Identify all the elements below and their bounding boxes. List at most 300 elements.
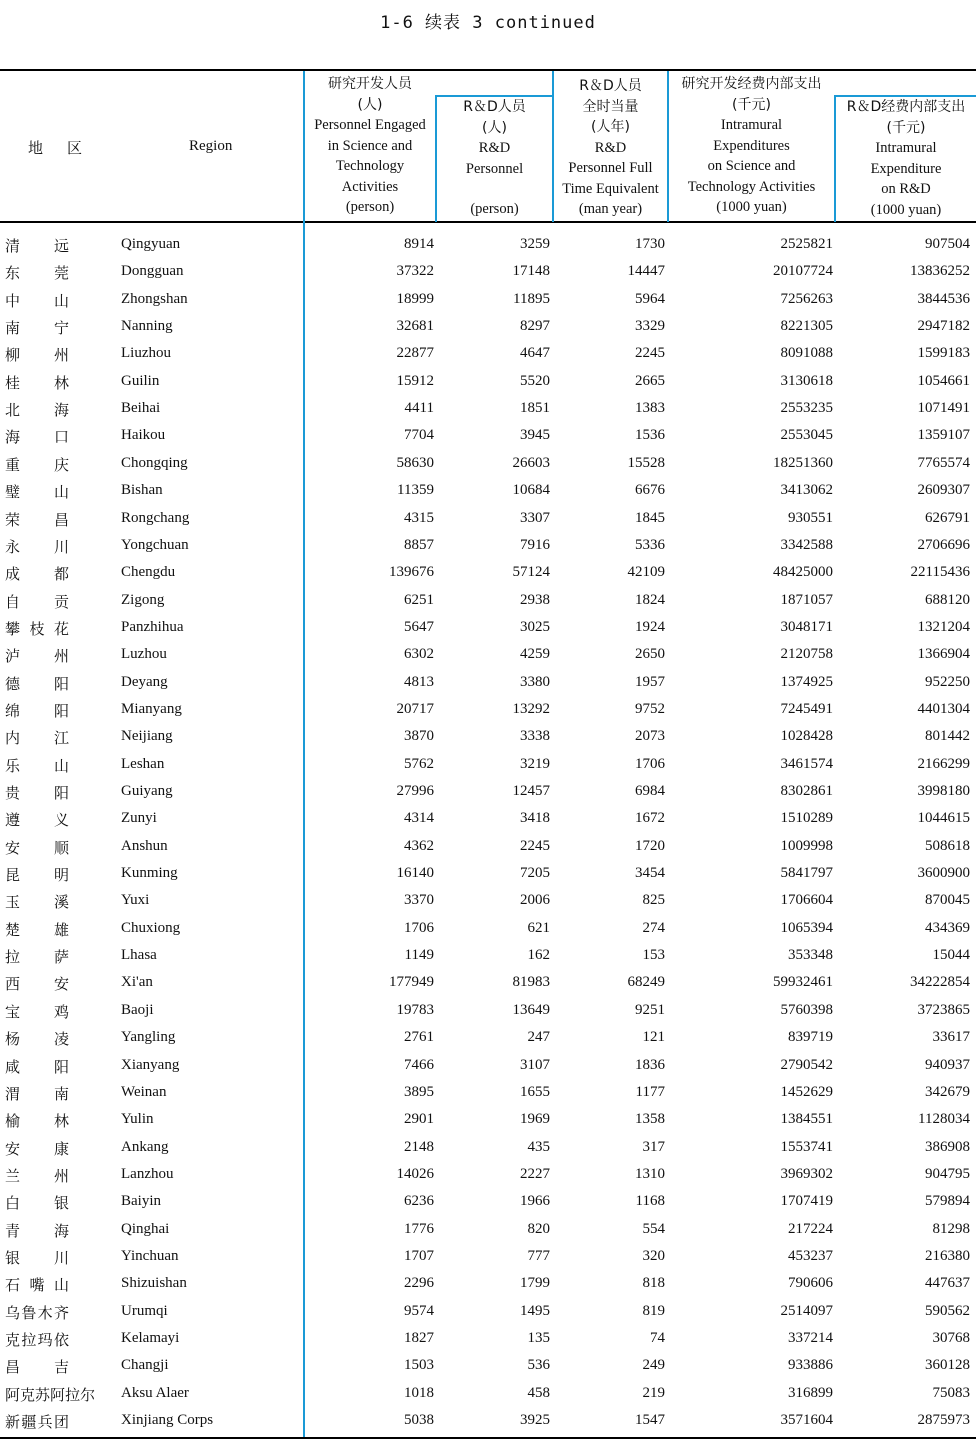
st-expenditure-value: 1374925 (780, 673, 833, 690)
rd-fte-value: 2650 (635, 646, 665, 663)
region-en: Leshan (121, 755, 165, 772)
region-en: Qinghai (121, 1220, 170, 1237)
region-en: Xianyang (121, 1056, 180, 1073)
personnel-st-value: 1706 (404, 919, 434, 936)
rd-fte-value: 1706 (635, 755, 665, 772)
rd-expenditure-value: 13836252 (910, 263, 970, 280)
st-expenditure-value: 790606 (788, 1275, 833, 1292)
region-cn: 杨 凌 (5, 1030, 69, 1049)
rd-expenditure-value: 940937 (925, 1056, 970, 1073)
table-row (0, 1217, 976, 1244)
rd-personnel-value: 1799 (520, 1275, 550, 1292)
region-en: Yangling (121, 1029, 176, 1046)
personnel-st-value: 32681 (396, 318, 434, 335)
region-cn: 新 疆 兵 团 (5, 1413, 69, 1432)
rd-fte-value: 2665 (635, 372, 665, 389)
table-row (0, 916, 976, 943)
personnel-st-value: 5038 (404, 1412, 434, 1429)
table-row (0, 861, 976, 888)
region-cn: 绵 阳 (5, 701, 69, 720)
rd-personnel-value: 4259 (520, 646, 550, 663)
region-en: Qingyuan (121, 236, 181, 252)
region-en: Lhasa (121, 947, 157, 964)
personnel-st-value: 2148 (404, 1138, 434, 1155)
rd-fte-value: 1177 (635, 1083, 665, 1100)
region-en: Guiyang (121, 783, 173, 799)
personnel-st-value: 18999 (396, 290, 434, 307)
rd-fte-value: 818 (642, 1275, 665, 1292)
rd-personnel-value: 162 (527, 947, 550, 964)
rd-fte-value: 819 (642, 1302, 665, 1319)
rd-personnel-value: 3219 (520, 755, 550, 772)
region-en: Xinjiang Corps (121, 1412, 214, 1429)
rd-expenditure-value: 1071491 (917, 400, 970, 417)
rd-fte-value: 825 (642, 892, 665, 909)
table-row (0, 259, 976, 286)
rd-fte-value: 1957 (635, 673, 665, 690)
col5-en-2: Expenditure (870, 160, 942, 177)
rd-fte-value: 2073 (635, 728, 665, 745)
rd-expenditure-value: 7765574 (917, 454, 970, 471)
table-row (0, 1189, 976, 1216)
table-row (0, 1244, 976, 1271)
region-en: Zigong (121, 591, 165, 608)
st-expenditure-value: 3413062 (780, 482, 833, 499)
col3-en-1: R&D (594, 139, 627, 156)
table-row (0, 451, 976, 478)
personnel-st-value: 6251 (404, 591, 434, 608)
rd-expenditure-value: 360128 (925, 1357, 970, 1374)
personnel-st-value: 5762 (404, 755, 434, 772)
st-expenditure-value: 7245491 (780, 700, 833, 717)
col2-en-2: Personnel (465, 160, 524, 177)
region-cn: 清 远 (5, 237, 69, 255)
region-cn: 乐 山 (5, 756, 69, 775)
rd-fte-value: 9251 (635, 1001, 665, 1018)
rd-fte-value: 5964 (635, 290, 665, 307)
rd-expenditure-value: 386908 (925, 1138, 970, 1155)
personnel-st-value: 5647 (404, 618, 434, 635)
st-expenditure-value: 2525821 (780, 236, 833, 252)
rd-personnel-value: 247 (527, 1029, 550, 1046)
rd-fte-value: 1836 (635, 1056, 665, 1073)
table-row (0, 1025, 976, 1052)
st-expenditure-value: 8221305 (780, 318, 833, 335)
personnel-st-value: 20717 (396, 700, 434, 717)
rd-expenditure-value: 508618 (925, 837, 970, 854)
table-row (0, 1162, 976, 1189)
personnel-st-value: 22877 (396, 345, 434, 362)
region-en: Kunming (121, 865, 178, 882)
rd-personnel-value: 2245 (520, 837, 550, 854)
rd-expenditure-value: 801442 (925, 728, 970, 745)
rd-fte-value: 6676 (635, 482, 665, 499)
personnel-st-value: 177949 (389, 974, 434, 991)
table-row (0, 834, 976, 861)
region-cn: 咸 阳 (5, 1057, 69, 1076)
col5-en-1: Intramural (875, 140, 937, 156)
table-row (0, 642, 976, 669)
region-en: Neijiang (121, 728, 173, 745)
rd-expenditure-value: 81298 (932, 1220, 970, 1237)
personnel-st-value: 7704 (404, 427, 434, 444)
personnel-st-value: 27996 (396, 783, 434, 799)
personnel-st-value: 1707 (404, 1247, 434, 1264)
rd-personnel-value: 3025 (520, 618, 550, 635)
rd-personnel-value: 4647 (520, 345, 550, 362)
rd-personnel-value: 3307 (520, 509, 550, 526)
personnel-st-value: 4315 (404, 509, 434, 526)
region-cn: 渭 南 (5, 1084, 69, 1103)
col1-en-2: in Science and (327, 137, 413, 154)
personnel-st-value: 1503 (404, 1357, 434, 1374)
st-expenditure-value: 3130618 (780, 372, 833, 389)
col4-en-5: (1000 yuan) (716, 199, 787, 215)
rd-expenditure-value: 1044615 (917, 810, 970, 827)
st-expenditure-value: 20107724 (773, 263, 833, 280)
col1-cn-unit: (人) (357, 96, 383, 113)
col3-cn-unit: (人年) (591, 119, 630, 135)
region-en: Luzhou (121, 646, 167, 663)
rd-personnel-value: 12457 (512, 783, 550, 799)
region-en: Yongchuan (121, 536, 189, 553)
rd-expenditure-value: 870045 (925, 892, 970, 909)
region-en: Lanzhou (121, 1165, 174, 1182)
region-cn: 北 海 (5, 401, 69, 420)
st-expenditure-value: 933886 (788, 1357, 833, 1374)
table-row (0, 670, 976, 697)
region-en-header: Region (189, 138, 233, 154)
col4-cn-unit: (千元) (732, 96, 771, 113)
region-en: Nanning (121, 318, 173, 335)
st-expenditure-value: 1510289 (780, 810, 833, 827)
personnel-st-value: 3870 (404, 728, 434, 745)
rd-personnel-value: 3107 (520, 1056, 550, 1073)
region-en: Panzhihua (121, 618, 184, 635)
table-row (0, 287, 976, 314)
region-en: Beihai (121, 400, 161, 417)
region-cn: 楚 雄 (5, 920, 69, 939)
table-row (0, 1408, 976, 1435)
rd-personnel-value: 13292 (512, 700, 550, 717)
region-en: Chengdu (121, 564, 176, 581)
rd-personnel-value: 13649 (512, 1001, 550, 1018)
region-cn: 攀 枝 花 (5, 619, 69, 638)
rd-expenditure-value: 579894 (925, 1193, 970, 1210)
region-cn: 内 江 (5, 729, 69, 748)
st-expenditure-value: 2553045 (780, 427, 833, 444)
region-cn: 永 川 (5, 537, 69, 556)
table-row (0, 724, 976, 751)
personnel-st-value: 16140 (396, 865, 434, 882)
rd-personnel-value: 17148 (512, 263, 550, 280)
rd-expenditure-value: 216380 (925, 1247, 970, 1264)
rd-fte-value: 1730 (635, 236, 665, 252)
personnel-st-value: 8914 (404, 236, 434, 252)
rd-personnel-value: 26603 (512, 454, 550, 471)
page-title: 1-6 续表 3 continued (380, 13, 596, 33)
region-en: Baiyin (121, 1193, 161, 1210)
rd-expenditure-value: 2166299 (917, 755, 970, 772)
rd-expenditure-value: 1599183 (917, 345, 970, 362)
rd-personnel-value: 7916 (520, 536, 550, 553)
st-expenditure-value: 353348 (788, 947, 833, 964)
region-en: Aksu Alaer (121, 1384, 189, 1401)
rd-expenditure-value: 22115436 (910, 564, 970, 581)
st-expenditure-value: 7256263 (780, 290, 833, 307)
region-cn-header: 地区 (28, 139, 107, 157)
rd-expenditure-value: 626791 (925, 509, 970, 526)
region-cn: 贵 阳 (5, 784, 69, 802)
st-expenditure-value: 337214 (788, 1330, 833, 1346)
rd-expenditure-value: 688120 (925, 591, 970, 608)
rd-fte-value: 15528 (627, 454, 665, 471)
table-row (0, 1135, 976, 1162)
region-en: Mianyang (121, 700, 182, 717)
st-expenditure-value: 1707419 (780, 1193, 833, 1210)
rd-fte-value: 219 (642, 1384, 665, 1401)
personnel-st-value: 7466 (404, 1056, 434, 1073)
col4-en-1: Intramural (720, 117, 783, 133)
rd-personnel-value: 10684 (512, 482, 550, 499)
rd-personnel-value: 3259 (520, 236, 550, 252)
table-row (0, 506, 976, 533)
region-cn: 玉 溪 (5, 893, 69, 912)
region-cn: 中 山 (5, 291, 69, 310)
region-en: Anshun (121, 837, 168, 854)
st-expenditure-value: 2553235 (780, 400, 833, 417)
table-row (0, 1326, 976, 1353)
rd-expenditure-value: 2947182 (917, 318, 970, 335)
st-expenditure-value: 1871057 (780, 591, 833, 608)
rd-expenditure-value: 342679 (925, 1083, 970, 1100)
rd-fte-value: 1310 (635, 1165, 665, 1182)
rd-personnel-value: 621 (527, 919, 550, 936)
col5-cn: R＆D经费内部支出 (846, 99, 966, 115)
st-expenditure-value: 930551 (788, 509, 833, 526)
rd-fte-value: 74 (650, 1330, 665, 1346)
st-expenditure-value: 1009998 (780, 837, 833, 854)
st-expenditure-value: 3342588 (780, 536, 833, 553)
rd-fte-value: 1672 (635, 810, 665, 827)
rd-fte-value: 153 (642, 947, 665, 964)
personnel-st-value: 8857 (404, 536, 434, 553)
col2-cn-unit: (人) (482, 119, 507, 136)
personnel-st-value: 3895 (404, 1083, 434, 1100)
col4-header (669, 74, 834, 218)
region-cn: 宝 鸡 (5, 1002, 69, 1021)
rd-personnel-value: 3418 (520, 810, 550, 827)
rd-personnel-value: 81983 (512, 974, 550, 991)
col2-en-1: R&D (478, 140, 511, 156)
rd-fte-value: 1547 (635, 1412, 665, 1429)
rd-personnel-value: 2227 (520, 1165, 550, 1182)
rd-fte-value: 1536 (635, 427, 665, 444)
region-cn: 泸 州 (5, 647, 69, 666)
region-en: Weinan (121, 1083, 167, 1100)
rd-expenditure-value: 1321204 (917, 618, 970, 635)
region-cn: 桂 林 (5, 373, 69, 392)
region-en: Urumqi (121, 1302, 168, 1319)
region-cn: 海 口 (5, 428, 69, 447)
rd-expenditure-value: 15044 (932, 947, 970, 964)
personnel-st-value: 15912 (396, 372, 434, 389)
table-row (0, 1353, 976, 1380)
st-expenditure-value: 2120758 (780, 646, 833, 663)
region-en: Yulin (121, 1111, 154, 1128)
region-cn: 安 顺 (5, 838, 69, 857)
st-expenditure-value: 1384551 (780, 1111, 833, 1128)
table-row (0, 232, 976, 259)
st-expenditure-value: 3461574 (780, 755, 833, 772)
col3-header (554, 76, 667, 220)
st-expenditure-value: 2514097 (780, 1302, 833, 1319)
st-expenditure-value: 1553741 (780, 1138, 833, 1155)
table-top-rule (0, 69, 976, 71)
region-en: Baoji (121, 1001, 154, 1018)
rd-personnel-value: 5520 (520, 372, 550, 389)
table-row (0, 588, 976, 615)
rd-expenditure-value: 3844536 (917, 290, 970, 307)
table-row (0, 423, 976, 450)
rd-personnel-value: 820 (527, 1220, 550, 1237)
rd-personnel-value: 3925 (520, 1412, 550, 1429)
rd-personnel-value: 7205 (520, 865, 550, 882)
region-en: Shizuishan (121, 1275, 187, 1292)
rd-fte-value: 1168 (635, 1193, 665, 1210)
table-row (0, 1299, 976, 1326)
table-row (0, 806, 976, 833)
rd-expenditure-value: 907504 (925, 236, 970, 252)
region-cn: 克 拉 玛 依 (5, 1331, 69, 1349)
rd-personnel-value: 8297 (520, 318, 550, 335)
col2-cn: R＆D人员 (463, 99, 526, 115)
rd-fte-value: 3329 (635, 318, 665, 335)
rd-fte-value: 5336 (635, 536, 665, 553)
rd-fte-value: 554 (642, 1220, 665, 1237)
personnel-st-value: 19783 (396, 1001, 434, 1018)
rd-fte-value: 14447 (627, 263, 665, 280)
rd-personnel-value: 135 (527, 1330, 550, 1346)
rd-expenditure-value: 4401304 (917, 700, 970, 717)
rd-personnel-value: 458 (527, 1384, 550, 1401)
personnel-st-value: 14026 (396, 1165, 434, 1182)
st-expenditure-value: 18251360 (773, 454, 833, 471)
personnel-st-value: 6302 (404, 646, 434, 663)
col4-en-4: Technology Activities (687, 178, 816, 195)
region-en: Guilin (121, 372, 160, 389)
table-row (0, 615, 976, 642)
region-cn: 成 都 (5, 565, 69, 584)
personnel-st-value: 9574 (404, 1302, 434, 1319)
rd-expenditure-value: 3998180 (917, 783, 970, 799)
rd-personnel-value: 1966 (520, 1193, 550, 1210)
col4-en-2: Expenditures (713, 137, 790, 154)
region-en: Haikou (121, 427, 166, 444)
table-row (0, 1080, 976, 1107)
st-expenditure-value: 8302861 (780, 783, 833, 799)
rd-personnel-value: 57124 (512, 564, 550, 581)
personnel-st-value: 4314 (404, 810, 434, 827)
region-cn: 安 康 (5, 1139, 69, 1158)
st-expenditure-value: 5841797 (780, 865, 833, 882)
st-expenditure-value: 453237 (788, 1247, 833, 1264)
table-row (0, 1381, 976, 1408)
rd-personnel-value: 777 (527, 1247, 550, 1264)
col1-header (305, 74, 435, 218)
col1-en-3: Technology (335, 158, 405, 174)
region-en: Kelamayi (121, 1330, 180, 1346)
rd-personnel-value: 3945 (520, 427, 550, 444)
table-row (0, 943, 976, 970)
rd-expenditure-value: 34222854 (910, 974, 970, 991)
rd-fte-value: 121 (642, 1029, 665, 1046)
rd-personnel-value: 1969 (520, 1111, 550, 1128)
region-cn: 乌 鲁 木 齐 (5, 1303, 69, 1322)
rd-fte-value: 274 (642, 919, 665, 936)
st-expenditure-value: 839719 (788, 1029, 833, 1046)
rd-expenditure-value: 447637 (925, 1275, 970, 1292)
region-cn: 东 莞 (5, 264, 69, 283)
table-row (0, 369, 976, 396)
personnel-st-value: 3370 (404, 892, 434, 909)
table-row (0, 1107, 976, 1134)
personnel-st-value: 1776 (404, 1220, 434, 1237)
rd-fte-value: 68249 (627, 974, 665, 991)
rd-fte-value: 1924 (635, 618, 665, 635)
personnel-st-value: 11359 (397, 482, 434, 499)
col5-en-4: (1000 yuan) (870, 201, 942, 218)
rd-expenditure-value: 2706696 (917, 536, 970, 553)
table-bottom-rule (0, 1437, 976, 1439)
st-expenditure-value: 3969302 (780, 1165, 833, 1182)
region-cn: 德 阳 (5, 674, 69, 693)
rd-fte-value: 249 (642, 1357, 665, 1374)
region-cn: 柳 州 (5, 346, 69, 365)
header-bottom-rule (0, 221, 976, 223)
personnel-st-value: 2901 (404, 1111, 434, 1128)
rd-fte-value: 1358 (635, 1111, 665, 1128)
rd-expenditure-value: 1366904 (917, 646, 970, 663)
rd-personnel-value: 3380 (520, 673, 550, 690)
col2-header (437, 97, 552, 220)
rd-fte-value: 320 (642, 1247, 665, 1264)
rd-fte-value: 9752 (635, 700, 665, 717)
rd-expenditure-value: 3600900 (917, 865, 970, 882)
rd-fte-value: 317 (642, 1138, 665, 1155)
rd-personnel-value: 1655 (520, 1083, 550, 1100)
st-expenditure-value: 48425000 (773, 564, 833, 581)
rd-personnel-value: 435 (527, 1138, 550, 1155)
rd-expenditure-value: 75083 (932, 1384, 970, 1401)
rd-expenditure-value: 590562 (925, 1302, 970, 1319)
region-cn: 南 宁 (5, 319, 69, 338)
region-en: Ankang (121, 1138, 169, 1155)
region-en: Chongqing (121, 454, 188, 471)
col2-unit: (person) (470, 201, 519, 217)
table-row (0, 396, 976, 423)
rd-fte-value: 3454 (635, 865, 665, 882)
rd-personnel-value: 1495 (520, 1302, 550, 1319)
region-cn: 遵 义 (5, 811, 69, 830)
col4-cn: 研究开发经费内部支出 (681, 76, 822, 92)
col5-header (836, 97, 976, 220)
rd-fte-value: 6984 (635, 783, 665, 799)
personnel-st-value: 1827 (404, 1330, 434, 1346)
col1-en-1: Personnel Engaged (314, 117, 426, 133)
st-expenditure-value: 2790542 (780, 1056, 833, 1073)
st-expenditure-value: 8091088 (780, 345, 833, 362)
